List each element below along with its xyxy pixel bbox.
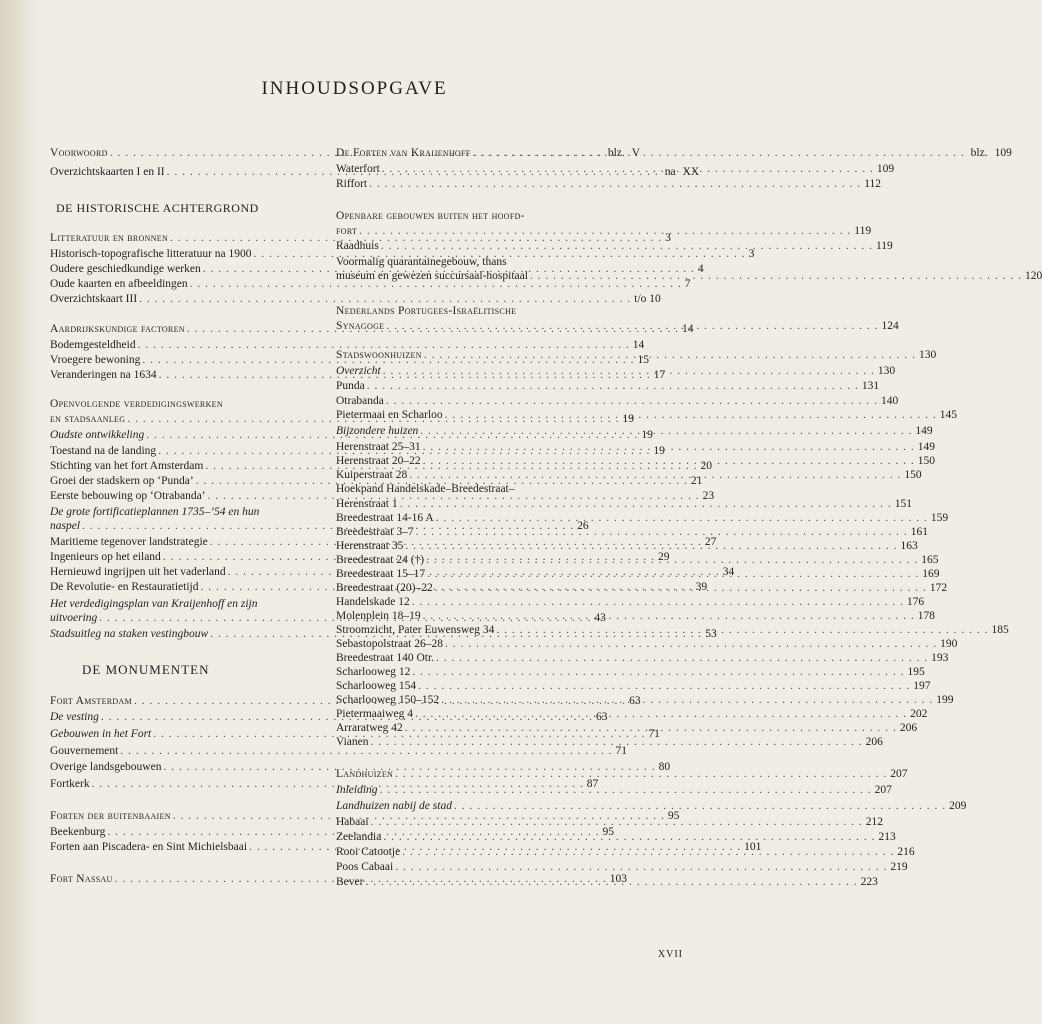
toc-entry-heading-line bbox=[50, 505, 302, 519]
page-number: 150 bbox=[904, 469, 922, 481]
entry-title: Groei der stadskern op ‘Punda’ bbox=[50, 475, 194, 487]
entry-title: Fort Amsterdam bbox=[50, 695, 133, 707]
leader-dots bbox=[367, 177, 861, 191]
leader-dots bbox=[424, 553, 918, 567]
entry-title: Waterfort bbox=[336, 163, 380, 175]
toc-entry[interactable] bbox=[336, 497, 912, 511]
page-number: 27 bbox=[704, 536, 717, 548]
leader-dots bbox=[384, 319, 878, 333]
blz-label: blz. bbox=[607, 147, 625, 159]
entry-title: Stichting van het fort Amsterdam bbox=[50, 460, 204, 472]
page-number: 145 bbox=[939, 409, 958, 421]
blz-label: blz. bbox=[970, 147, 988, 159]
toc-entry[interactable] bbox=[336, 665, 925, 679]
page-number: 124 bbox=[881, 320, 899, 332]
entry-title: Het verdedigingsplan van Kraijenhoff en zijn bbox=[50, 598, 258, 610]
section-heading-monumenten: DE MONUMENTEN bbox=[82, 662, 210, 677]
page-number: 101 bbox=[744, 841, 762, 853]
leader-dots bbox=[380, 162, 874, 176]
page-number: 140 bbox=[881, 395, 899, 407]
leader-dots bbox=[393, 860, 887, 874]
entry-title: Punda bbox=[336, 380, 365, 392]
page-number: 14 bbox=[632, 339, 645, 351]
toc-entry-heading-line bbox=[336, 304, 588, 318]
page-number: 87 bbox=[586, 778, 599, 790]
page-number: 130 bbox=[918, 349, 937, 361]
toc-entry-heading-line bbox=[50, 597, 302, 611]
leader-dots bbox=[365, 379, 859, 393]
entry-title: Oudere geschiedkundige werken bbox=[50, 263, 201, 275]
entry-title: uitvoering bbox=[50, 612, 98, 624]
entry-title: Raadhuis bbox=[336, 240, 379, 252]
page-number: 71 bbox=[615, 745, 627, 757]
page-number: 165 bbox=[921, 554, 939, 566]
entry-title: Herenstraat 25–31 bbox=[336, 441, 421, 453]
page-number: 209 bbox=[949, 800, 967, 812]
entry-title: Overzicht bbox=[336, 365, 381, 377]
toc-entry[interactable] bbox=[336, 679, 931, 693]
entry-title: Handelskade 12 bbox=[336, 596, 410, 608]
entry-title: Stadswoonhuizen bbox=[336, 349, 422, 361]
entry-title: Nederlands Portugees-Israëlitische bbox=[336, 305, 517, 317]
entry-title: Gebouwen in het Fort bbox=[50, 728, 152, 740]
entry-title: Herenstraat 1 bbox=[336, 498, 398, 510]
page-number: 219 bbox=[890, 861, 908, 873]
page-number: 63 bbox=[629, 695, 641, 707]
entry-title: Breedestraat 140 Otr. bbox=[336, 652, 435, 664]
entry-title: Beekenburg bbox=[50, 826, 106, 838]
toc-entry[interactable] bbox=[336, 454, 935, 468]
leader-dots bbox=[421, 609, 915, 623]
entry-title: Overzichtskaart III bbox=[50, 293, 138, 305]
leader-dots bbox=[393, 767, 887, 781]
toc-entry[interactable] bbox=[336, 799, 967, 813]
leader-dots bbox=[443, 408, 937, 422]
entry-title: Breedestraat (20)–22 bbox=[336, 582, 433, 594]
page-number: 53 bbox=[705, 628, 717, 640]
leader-dots bbox=[414, 525, 908, 539]
page-number: 150 bbox=[917, 455, 935, 467]
page-number: 39 bbox=[695, 581, 708, 593]
leader-dots bbox=[378, 783, 872, 797]
toc-entry[interactable] bbox=[50, 247, 755, 261]
entry-title: De Revolutie- en Restauratietijd bbox=[50, 581, 199, 593]
page-number: 103 bbox=[609, 873, 628, 885]
entry-title: De Forten van Kraijenhoff bbox=[336, 147, 471, 159]
page-number: 119 bbox=[875, 240, 893, 252]
leader-dots bbox=[433, 581, 927, 595]
leader-dots bbox=[379, 239, 873, 253]
toc-entry-heading-line bbox=[336, 255, 588, 269]
toc-entry[interactable] bbox=[336, 379, 880, 393]
leader-dots bbox=[422, 348, 916, 362]
page-number: 193 bbox=[931, 652, 949, 664]
entry-title: Oudste ontwikkeling bbox=[50, 429, 145, 441]
page-number: 197 bbox=[913, 680, 931, 692]
page-number: 159 bbox=[930, 512, 949, 524]
page-number-footer: XVII bbox=[657, 949, 683, 960]
leader-dots bbox=[381, 830, 875, 844]
entry-title: Landhuizen bbox=[336, 768, 394, 780]
entry-title: De grote fortificatieplannen 1735–’54 en hun bbox=[50, 506, 260, 518]
leader-dots bbox=[421, 454, 915, 468]
entry-title: Synagoge bbox=[336, 320, 385, 332]
entry-title: Pietermaai en Scharloo bbox=[336, 409, 443, 421]
page-number: 131 bbox=[861, 380, 880, 392]
entry-title: Voorwoord bbox=[50, 147, 108, 159]
page-number: 119 bbox=[854, 225, 872, 237]
page-number: 149 bbox=[915, 425, 933, 437]
entry-title: Riffort bbox=[336, 178, 368, 190]
page-number: 19 bbox=[622, 413, 634, 425]
entry-title: en stadsaanleg bbox=[50, 413, 126, 425]
page-number: 43 bbox=[594, 612, 606, 624]
page-number: 71 bbox=[648, 728, 660, 740]
section-heading-historische-achtergrond: DE HISTORISCHE ACHTERGROND bbox=[56, 201, 259, 215]
entry-title: Pietermaaiweg 4 bbox=[336, 708, 413, 720]
page-number: 130 bbox=[877, 365, 896, 377]
leader-dots bbox=[471, 146, 965, 160]
entry-title: Poos Cabaai bbox=[336, 861, 394, 873]
page-number: 95 bbox=[667, 810, 680, 822]
entry-title: Openvolgende verdedigingswerken bbox=[50, 398, 223, 410]
entry-title: Hernieuwd ingrijpen uit het vaderland bbox=[50, 566, 226, 578]
entry-title: Arraratweg 42 bbox=[336, 722, 403, 734]
toc-entry-heading-line bbox=[50, 397, 302, 411]
entry-title: Breedestraat 3–7 bbox=[336, 526, 414, 538]
page-title: INHOUDSOPGAVE bbox=[261, 78, 448, 99]
page-number: 223 bbox=[860, 876, 878, 888]
toc-entry[interactable] bbox=[336, 239, 893, 253]
leader-dots bbox=[400, 845, 894, 859]
entry-title: Toestand na de landing bbox=[50, 445, 157, 457]
toc-entry[interactable] bbox=[50, 338, 645, 352]
page-number: 169 bbox=[922, 568, 940, 580]
page-number: 34 bbox=[722, 566, 735, 578]
page-number: 206 bbox=[899, 722, 918, 734]
entry-title: Overzichtskaarten I en II bbox=[50, 166, 165, 178]
entry-title: Oude kaarten en afbeeldingen bbox=[50, 278, 188, 290]
entry-title: Stadsuitleg na staken vestingbouw bbox=[50, 628, 209, 640]
entry-title: Inleiding bbox=[336, 784, 378, 796]
entry-title: Rooi Catootje bbox=[336, 846, 401, 858]
entry-title: Breedestraat 14-16 A bbox=[336, 512, 434, 524]
entry-title: Bever bbox=[336, 876, 364, 888]
page-number: 172 bbox=[929, 582, 948, 594]
toc-entry[interactable] bbox=[336, 651, 949, 665]
entry-title: Breedestraat 15–17 bbox=[336, 568, 426, 580]
entry-title: fort bbox=[336, 225, 358, 237]
page-number: 212 bbox=[865, 816, 883, 828]
page-number: 149 bbox=[917, 441, 935, 453]
page-number: 199 bbox=[936, 694, 954, 706]
entry-title: De vesting bbox=[50, 711, 99, 723]
toc-entry[interactable] bbox=[336, 394, 899, 408]
page-number: 206 bbox=[865, 736, 883, 748]
page-number: 207 bbox=[874, 784, 892, 796]
entry-title: Forten der buitenbaaien bbox=[50, 810, 171, 822]
page-number: 23 bbox=[702, 490, 715, 502]
page-number: 213 bbox=[878, 831, 896, 843]
leader-dots bbox=[410, 665, 904, 679]
leader-dots bbox=[381, 364, 875, 378]
page-number: 151 bbox=[894, 498, 912, 510]
toc-entry[interactable] bbox=[336, 860, 908, 874]
entry-title: Stroomzicht, Pater Euwensweg 34 bbox=[336, 624, 495, 636]
leader-dots bbox=[425, 567, 919, 581]
leader-dots bbox=[369, 815, 863, 829]
leader-dots bbox=[443, 637, 937, 651]
leader-dots bbox=[434, 651, 928, 665]
leader-dots bbox=[363, 875, 857, 889]
entry-title: Molenplein 18–19 bbox=[336, 610, 421, 622]
page-number: t/o 10 bbox=[634, 293, 661, 305]
page-number: 29 bbox=[657, 551, 670, 563]
toc-entry[interactable] bbox=[336, 224, 872, 238]
leader-dots bbox=[369, 735, 863, 749]
toc-entry[interactable] bbox=[336, 511, 949, 525]
entry-title: Sebastopolstraat 26–28 bbox=[336, 638, 443, 650]
toc-entry[interactable] bbox=[336, 735, 883, 749]
entry-title: Aardrijkskundige factoren bbox=[50, 323, 185, 335]
page-number: 190 bbox=[940, 638, 958, 650]
page-number: 20 bbox=[700, 460, 712, 472]
entry-title: Maritieme tegenover landstrategie bbox=[50, 536, 208, 548]
toc-entry-forten-kraijenhoff[interactable] bbox=[336, 146, 1012, 160]
na-label: na bbox=[664, 166, 676, 178]
leader-dots bbox=[421, 440, 915, 454]
page-number: 112 bbox=[864, 178, 882, 190]
entry-title: Otrabanda bbox=[336, 395, 384, 407]
page-number: XX bbox=[682, 166, 700, 178]
page-number: 109 bbox=[876, 163, 895, 175]
leader-dots bbox=[407, 468, 901, 482]
toc-entry[interactable] bbox=[336, 525, 928, 539]
page-number: 3 bbox=[748, 248, 755, 260]
page-number: 26 bbox=[577, 520, 589, 532]
leader-dots bbox=[528, 269, 1022, 283]
entry-title: Fortkerk bbox=[50, 778, 90, 790]
entry-title: Openbare gebouwen buiten het hoofd- bbox=[336, 210, 525, 222]
entry-title: Ingenieurs op het eiland bbox=[50, 551, 161, 563]
page-number: 163 bbox=[900, 540, 918, 552]
page-number: 176 bbox=[906, 596, 925, 608]
page-number: 15 bbox=[637, 354, 649, 366]
page-number: 185 bbox=[991, 624, 1009, 636]
entry-title: Forten aan Piscadera- en Sint Michielsbaai bbox=[50, 841, 248, 853]
page-number: 178 bbox=[917, 610, 936, 622]
leader-dots bbox=[357, 224, 851, 238]
page-number: 19 bbox=[641, 429, 653, 441]
page-number: 95 bbox=[602, 826, 614, 838]
entry-title: Scharlooweg 150–152 bbox=[336, 694, 440, 706]
page-number: 80 bbox=[658, 761, 671, 773]
page-number: 216 bbox=[897, 846, 915, 858]
entry-title: Vroegere bewoning bbox=[50, 354, 141, 366]
page-number: 17 bbox=[653, 369, 666, 381]
toc-entry[interactable] bbox=[50, 277, 691, 291]
page-number: 3 bbox=[665, 232, 671, 244]
page-edge-shadow bbox=[0, 0, 40, 1024]
page-number: 21 bbox=[690, 475, 703, 487]
entry-title: Veranderingen na 1634 bbox=[50, 369, 157, 381]
page-number: 161 bbox=[910, 526, 928, 538]
toc-entry[interactable] bbox=[336, 177, 882, 191]
leader-dots bbox=[413, 707, 907, 721]
entry-title: Scharlooweg 12 bbox=[336, 666, 411, 678]
page-number: 207 bbox=[890, 768, 908, 780]
leader-dots bbox=[452, 799, 946, 813]
leader-dots bbox=[416, 679, 910, 693]
entry-title: Herenstraat 20–22 bbox=[336, 455, 421, 467]
leader-dots bbox=[434, 511, 928, 525]
leader-dots bbox=[410, 595, 904, 609]
entry-title: Vianen bbox=[336, 736, 369, 748]
entry-title: Hoekpand Handelskade–Breedestraat– bbox=[336, 483, 515, 495]
entry-title: Overige landsgebouwen bbox=[50, 761, 162, 773]
toc-entry[interactable] bbox=[336, 637, 958, 651]
entry-title: Habaai bbox=[336, 816, 369, 828]
entry-title: Landhuizen nabij de stad bbox=[336, 800, 452, 812]
entry-title: naspel bbox=[50, 520, 81, 532]
entry-title: Fort Nassau bbox=[50, 873, 113, 885]
toc-entry-heading-line bbox=[336, 482, 588, 496]
toc-entry[interactable] bbox=[336, 269, 1042, 283]
entry-title: Litteratuur en bronnen bbox=[50, 232, 169, 244]
entry-title: Scharlooweg 154 bbox=[336, 680, 417, 692]
entry-title: Breedestraat 24 (†) bbox=[336, 554, 425, 566]
page-number: 120 bbox=[1025, 270, 1042, 282]
toc-entry[interactable] bbox=[50, 292, 661, 306]
leader-dots bbox=[403, 721, 897, 735]
entry-title: Zeelandia bbox=[336, 831, 382, 843]
entry-title: Bodemgesteldheid bbox=[50, 339, 136, 351]
entry-title: Bijzondere huizen bbox=[336, 425, 419, 437]
leader-dots bbox=[403, 539, 897, 553]
entry-title: Eerste bebouwing op ‘Otrabanda’ bbox=[50, 490, 206, 502]
page-number: 4 bbox=[697, 263, 704, 275]
page-number: 19 bbox=[653, 445, 665, 457]
page-number: 14 bbox=[681, 323, 694, 335]
toc-entry-heading-line bbox=[336, 209, 588, 223]
leader-dots bbox=[494, 623, 988, 637]
leader-dots bbox=[418, 424, 912, 438]
entry-title: museum en gewezen succursaal-hospitaal bbox=[336, 270, 528, 282]
page-number: V bbox=[631, 147, 641, 159]
entry-title: Historisch-topografische litteratuur na 1900 bbox=[50, 248, 252, 260]
page-number: 109 bbox=[994, 147, 1012, 159]
entry-title: Gouvernement bbox=[50, 745, 119, 757]
leader-dots bbox=[439, 693, 933, 707]
page-number: 195 bbox=[907, 666, 925, 678]
entry-title: Kuiperstraat 28 bbox=[336, 469, 408, 481]
toc-entry[interactable] bbox=[50, 744, 627, 758]
leader-dots bbox=[398, 497, 892, 511]
entry-title: Voormalig quarantainegebouw, thans bbox=[336, 256, 507, 268]
toc-entry[interactable] bbox=[336, 595, 925, 609]
entry-title: Herenstraat 35 bbox=[336, 540, 404, 552]
page-number: 7 bbox=[684, 278, 691, 290]
leader-dots bbox=[384, 394, 878, 408]
page-number: 202 bbox=[910, 708, 928, 720]
page-number: 63 bbox=[595, 711, 608, 723]
